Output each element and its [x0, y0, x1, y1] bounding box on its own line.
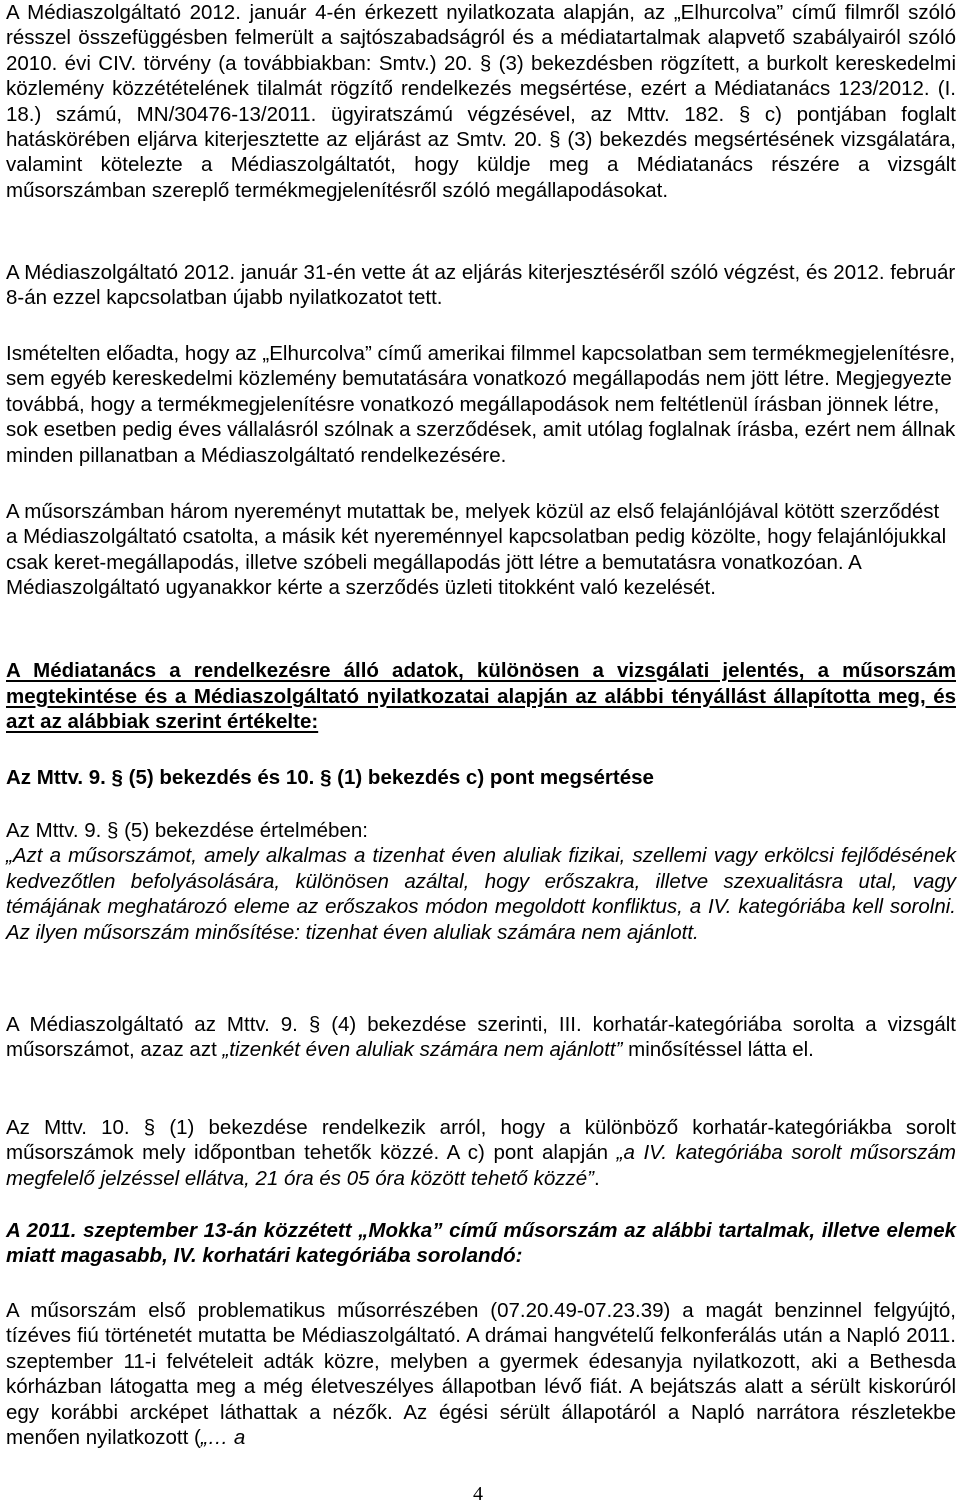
- section-heading-findings: A Médiatanács a rendelkezésre álló adatok, különösen a vizsgálati jelentés, a műsorszám megtekintése és a Médiaszolgáltató nyilatkozatai alapján az alábbi tényállást állapította meg, és azt az alábbiak szerint értékelte:: [6, 659, 956, 734]
- quoted-rating: „tizenkét éven aluliak számára nem ajánlott”: [222, 1038, 623, 1062]
- paragraph-mttv-10-1: [6, 1115, 956, 1191]
- paragraph-first-segment: [6, 1298, 956, 1450]
- paragraph-mokka-heading: A 2011. szeptember 13-án közzétett „Mokka” című műsorszám az alábbi tartalmak, illetve elemek miatt magasabb, IV. korhatári kategóriába sorolandó:: [6, 1219, 956, 1268]
- paragraph-prizes: A műsorszámban három nyereményt mutattak be, melyek közül az első felajánlójával kötött szerződést a Médiaszolgáltató csatolta, a másik két nyereménnyel kapcsolatban pedig közölte, hogy felajánlójukkal csak keret-megállapodás, illetve szóbeli megállapodás jött létre a bemutatásra vonatkozóan. A Médiaszolgáltató ugyanakkor kérte a szerződés üzleti titokként való kezelését.: [6, 500, 947, 600]
- text-run: A Médiaszolgáltató az Mttv. 9. § (4) bekezdése szerinti, III. korhatár-kategóriába sorolta a vizsgált műsorszámot, azaz azt: [6, 1013, 956, 1062]
- text-run: minősítéssel látta el.: [622, 1038, 814, 1062]
- quote-lead: Az Mttv. 9. § (5) bekezdése értelmében:: [6, 819, 368, 842]
- text-run: .: [594, 1166, 600, 1190]
- quoted-law-text: „a IV. kategóriába sorolt műsorszám megfelelő jelzéssel ellátva, 21 óra és 05 óra között tehető közzé”: [6, 1141, 956, 1190]
- text-run: A műsorszám első problematikus műsorrészében (07.20.49-07.23.39) a magát benzinnel felgyújtó, tízéves fiú történetét mutatta be Médiaszolgáltató. A drámai hangvételű felkonferálás után a Napló 2011. szeptember 11-i felvételeit adták közre, melyben a gyermek édesanyja nyilatkozott, aki a Bethesda kórházban látogatta meg a még életveszélyes állapotban lévő fiát. A bejátszás alatt a sérült kiskorúról egy korábbi arcképet láthattak a nézők. Az égési sérült állapotáról a Napló narrátora részletekbe menően nyilatkozott (: [6, 1299, 956, 1450]
- paragraph-receipt: A Médiaszolgáltató 2012. január 31-én vette át az eljárás kiterjesztéséről szóló végzést, és 2012. február 8-án ezzel kapcsolatban újabb nyilatkozatot tett.: [6, 261, 956, 310]
- quoted-law-text: „Azt a műsorszámot, amely alkalmas a tizenhat éven aluliak fizikai, szellemi vagy erkölcsi fejlődésének kedvezőtlen befolyásolására, különösen azáltal, hogy erőszakra, illetve szexualitásra utal, vagy témájának meghatározó eleme az erőszakos módon megoldott konfliktus, a IV. kategóriába kell sorolni. Az ilyen műsorszám minősítése: tizenhat éven aluliak számára nem ajánlott.: [6, 844, 956, 944]
- paragraph-repeated-statement: Ismételten előadta, hogy az „Elhurcolva” című amerikai filmmel kapcsolatban sem termékmegjelenítésre, sem egyéb kereskedelmi közlemény bemutatására vonatkozó megállapodás nem jött létre. Megjegyezte továbbá, hogy a termékmegjelenítésre vonatkozó megállapodások nem feltétlenül írásban jönnek létre, sok esetben pedig éves vállalásról szólnak a szerződések, amit utólag foglalnak írásba, ezért nem állnak minden pillanatban a Médiaszolgáltató rendelkezésére.: [6, 342, 956, 467]
- text-run: Az Mttv. 10. § (1) bekezdése rendelkezik arról, hogy a különböző korhatár-kategóriákba sorolt műsorszámok mely időpontban tehetők közzé. A c) pont alapján: [6, 1116, 956, 1165]
- page-number: 4: [473, 1483, 483, 1505]
- paragraph-statement-extension: A Médiaszolgáltató 2012. január 4-én érkezett nyilatkozata alapján, az „Elhurcolva” című filmről szóló résszel összefüggésben felmerült a sajtószabadságról és a médiatartalmak alapvető szabályairól szóló 2010. évi CIV. törvény (a továbbiakban: Smtv.) 20. § (3) bekezdésben rögzített, a burkolt kereskedelmi közlemény közzétételének tilalmát rögzítő rendelkezés megsértése, ezért a Médiatanács 123/2012. (I. 18.) számú, MN/30476-13/2011. ügyiratszámú végzésével, az Mttv. 182. § c) pontjában foglalt hatáskörében eljárva kiterjesztette az eljárást az Smtv. 20. § (3) bekezdés megsértésének vizsgálatára, valamint kötelezte a Médiaszolgáltatót, hogy küldje meg a Médiatanács részére a vizsgált műsorszámban szereplő termékmegjelenítésről szóló megállapodásokat.: [6, 1, 956, 202]
- paragraph-classification: [6, 1012, 956, 1063]
- quoted-text: „… a: [200, 1426, 246, 1450]
- section-subheading-violation: Az Mttv. 9. § (5) bekezdés és 10. § (1) bekezdés c) pont megsértése: [6, 766, 654, 789]
- paragraph-mttv-9-5: [6, 818, 956, 945]
